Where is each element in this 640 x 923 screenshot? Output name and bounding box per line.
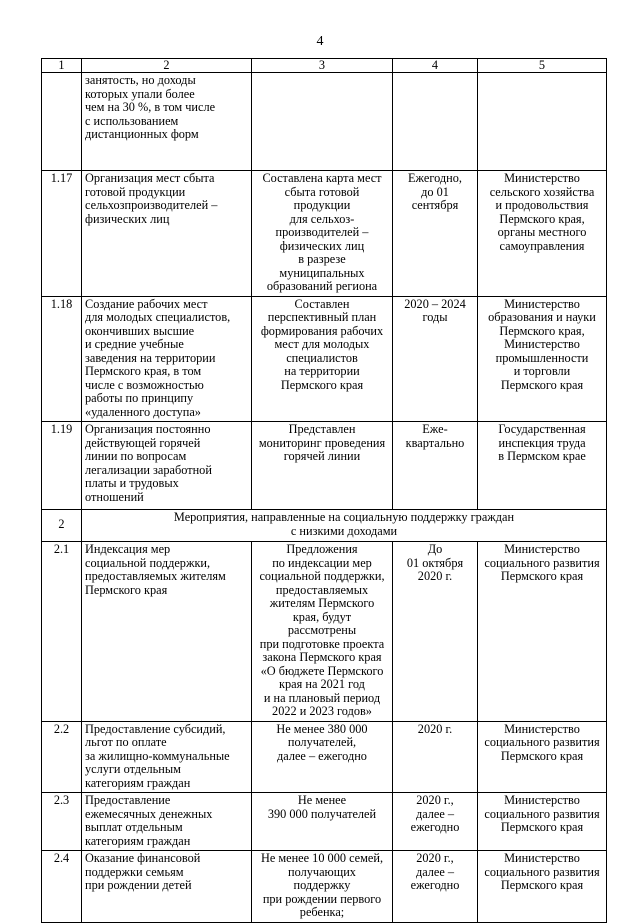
row-number: 1.18 — [42, 296, 82, 422]
result-cell: Составлен перспективный план формирования рабочих мест для молодых специалистов на территории Пермского края — [252, 296, 393, 422]
responsible-cell: Государственная инспекция труда в Пермском крае — [478, 422, 607, 510]
table-row — [42, 542, 607, 722]
column-number-row — [42, 59, 607, 73]
result-cell: Не менее 10 000 семей, получающих поддержку при рождении первого ребенка; — [252, 851, 393, 923]
measure-cell: Индексация мер социальной поддержки, предоставляемых жителям Пермского края — [82, 542, 252, 722]
measure-cell: Предоставление субсидий, льгот по оплате за жилищно-коммунальные услуги отдельным категориям граждан — [82, 721, 252, 793]
column-number-4: 4 — [393, 59, 478, 73]
section-title: Мероприятия, направленные на социальную поддержку граждан с низкими доходами — [82, 510, 607, 542]
result-cell: Не менее 390 000 получателей — [252, 793, 393, 851]
row-number: 2.1 — [42, 542, 82, 722]
measure-cell: Организация постоянно действующей горячей линии по вопросам легализации заработной платы и трудовых отношений — [82, 422, 252, 510]
term-cell: Еже- квартально — [393, 422, 478, 510]
responsible-cell: Министерство образования и науки Пермского края, Министерство промышленности и торговли Пермского края — [478, 296, 607, 422]
result-cell: Не менее 380 000 получателей, далее – ежегодно — [252, 721, 393, 793]
measure-cell: занятость, но доходы которых упали более чем на 30 %, в том числе с использованием дистанционных форм — [82, 73, 252, 171]
column-number-3: 3 — [252, 59, 393, 73]
row-number — [42, 73, 82, 171]
table-row — [42, 721, 607, 793]
term-cell: 2020 – 2024 годы — [393, 296, 478, 422]
row-number: 2.3 — [42, 793, 82, 851]
term-cell: 2020 г. — [393, 721, 478, 793]
measure-cell: Создание рабочих мест для молодых специалистов, окончивших высшие и средние учебные заведения на территории Пермского края, в том числе с возможностью работы по принципу «удаленного доступа» — [82, 296, 252, 422]
table-row — [42, 851, 607, 923]
row-number: 1.17 — [42, 171, 82, 297]
section-row — [42, 510, 607, 542]
row-number: 2.2 — [42, 721, 82, 793]
measure-cell: Предоставление ежемесячных денежных выплат отдельным категориям граждан — [82, 793, 252, 851]
measures-table — [41, 58, 607, 923]
column-number-2: 2 — [82, 59, 252, 73]
column-number-1: 1 — [42, 59, 82, 73]
row-number: 2.4 — [42, 851, 82, 923]
term-cell: 2020 г., далее – ежегодно — [393, 851, 478, 923]
result-cell: Представлен мониторинг проведения горячей линии — [252, 422, 393, 510]
term-cell: Ежегодно, до 01 сентября — [393, 171, 478, 297]
responsible-cell: Министерство социального развития Пермского края — [478, 542, 607, 722]
responsible-cell: Министерство сельского хозяйства и продовольствия Пермского края, органы местного самоуправления — [478, 171, 607, 297]
row-number: 1.19 — [42, 422, 82, 510]
term-cell: 2020 г., далее – ежегодно — [393, 793, 478, 851]
measure-cell: Оказание финансовой поддержки семьям при рождении детей — [82, 851, 252, 923]
table-row — [42, 296, 607, 422]
table-row — [42, 171, 607, 297]
table-row — [42, 422, 607, 510]
responsible-cell: Министерство социального развития Пермского края — [478, 793, 607, 851]
responsible-cell: Министерство социального развития Пермского края — [478, 721, 607, 793]
result-cell — [252, 73, 393, 171]
term-cell: До 01 октября 2020 г. — [393, 542, 478, 722]
page-number: 4 — [316, 34, 324, 49]
table-row — [42, 793, 607, 851]
column-number-5: 5 — [478, 59, 607, 73]
term-cell — [393, 73, 478, 171]
section-number: 2 — [42, 510, 82, 542]
result-cell: Составлена карта мест сбыта готовой продукции для сельхоз- производителей – физических лиц в разрезе муниципальных образований региона — [252, 171, 393, 297]
result-cell: Предложения по индексации мер социальной поддержки, предоставляемых жителям Пермского края, будут рассмотрены при подготовке проекта закона Пермского края «О бюджете Пермского края на 2021 год и на плановый период 2022 и 2023 годов» — [252, 542, 393, 722]
table-row — [42, 73, 607, 171]
responsible-cell: Министерство социального развития Пермского края — [478, 851, 607, 923]
responsible-cell — [478, 73, 607, 171]
measure-cell: Организация мест сбыта готовой продукции сельхозпроизводителей – физических лиц — [82, 171, 252, 297]
